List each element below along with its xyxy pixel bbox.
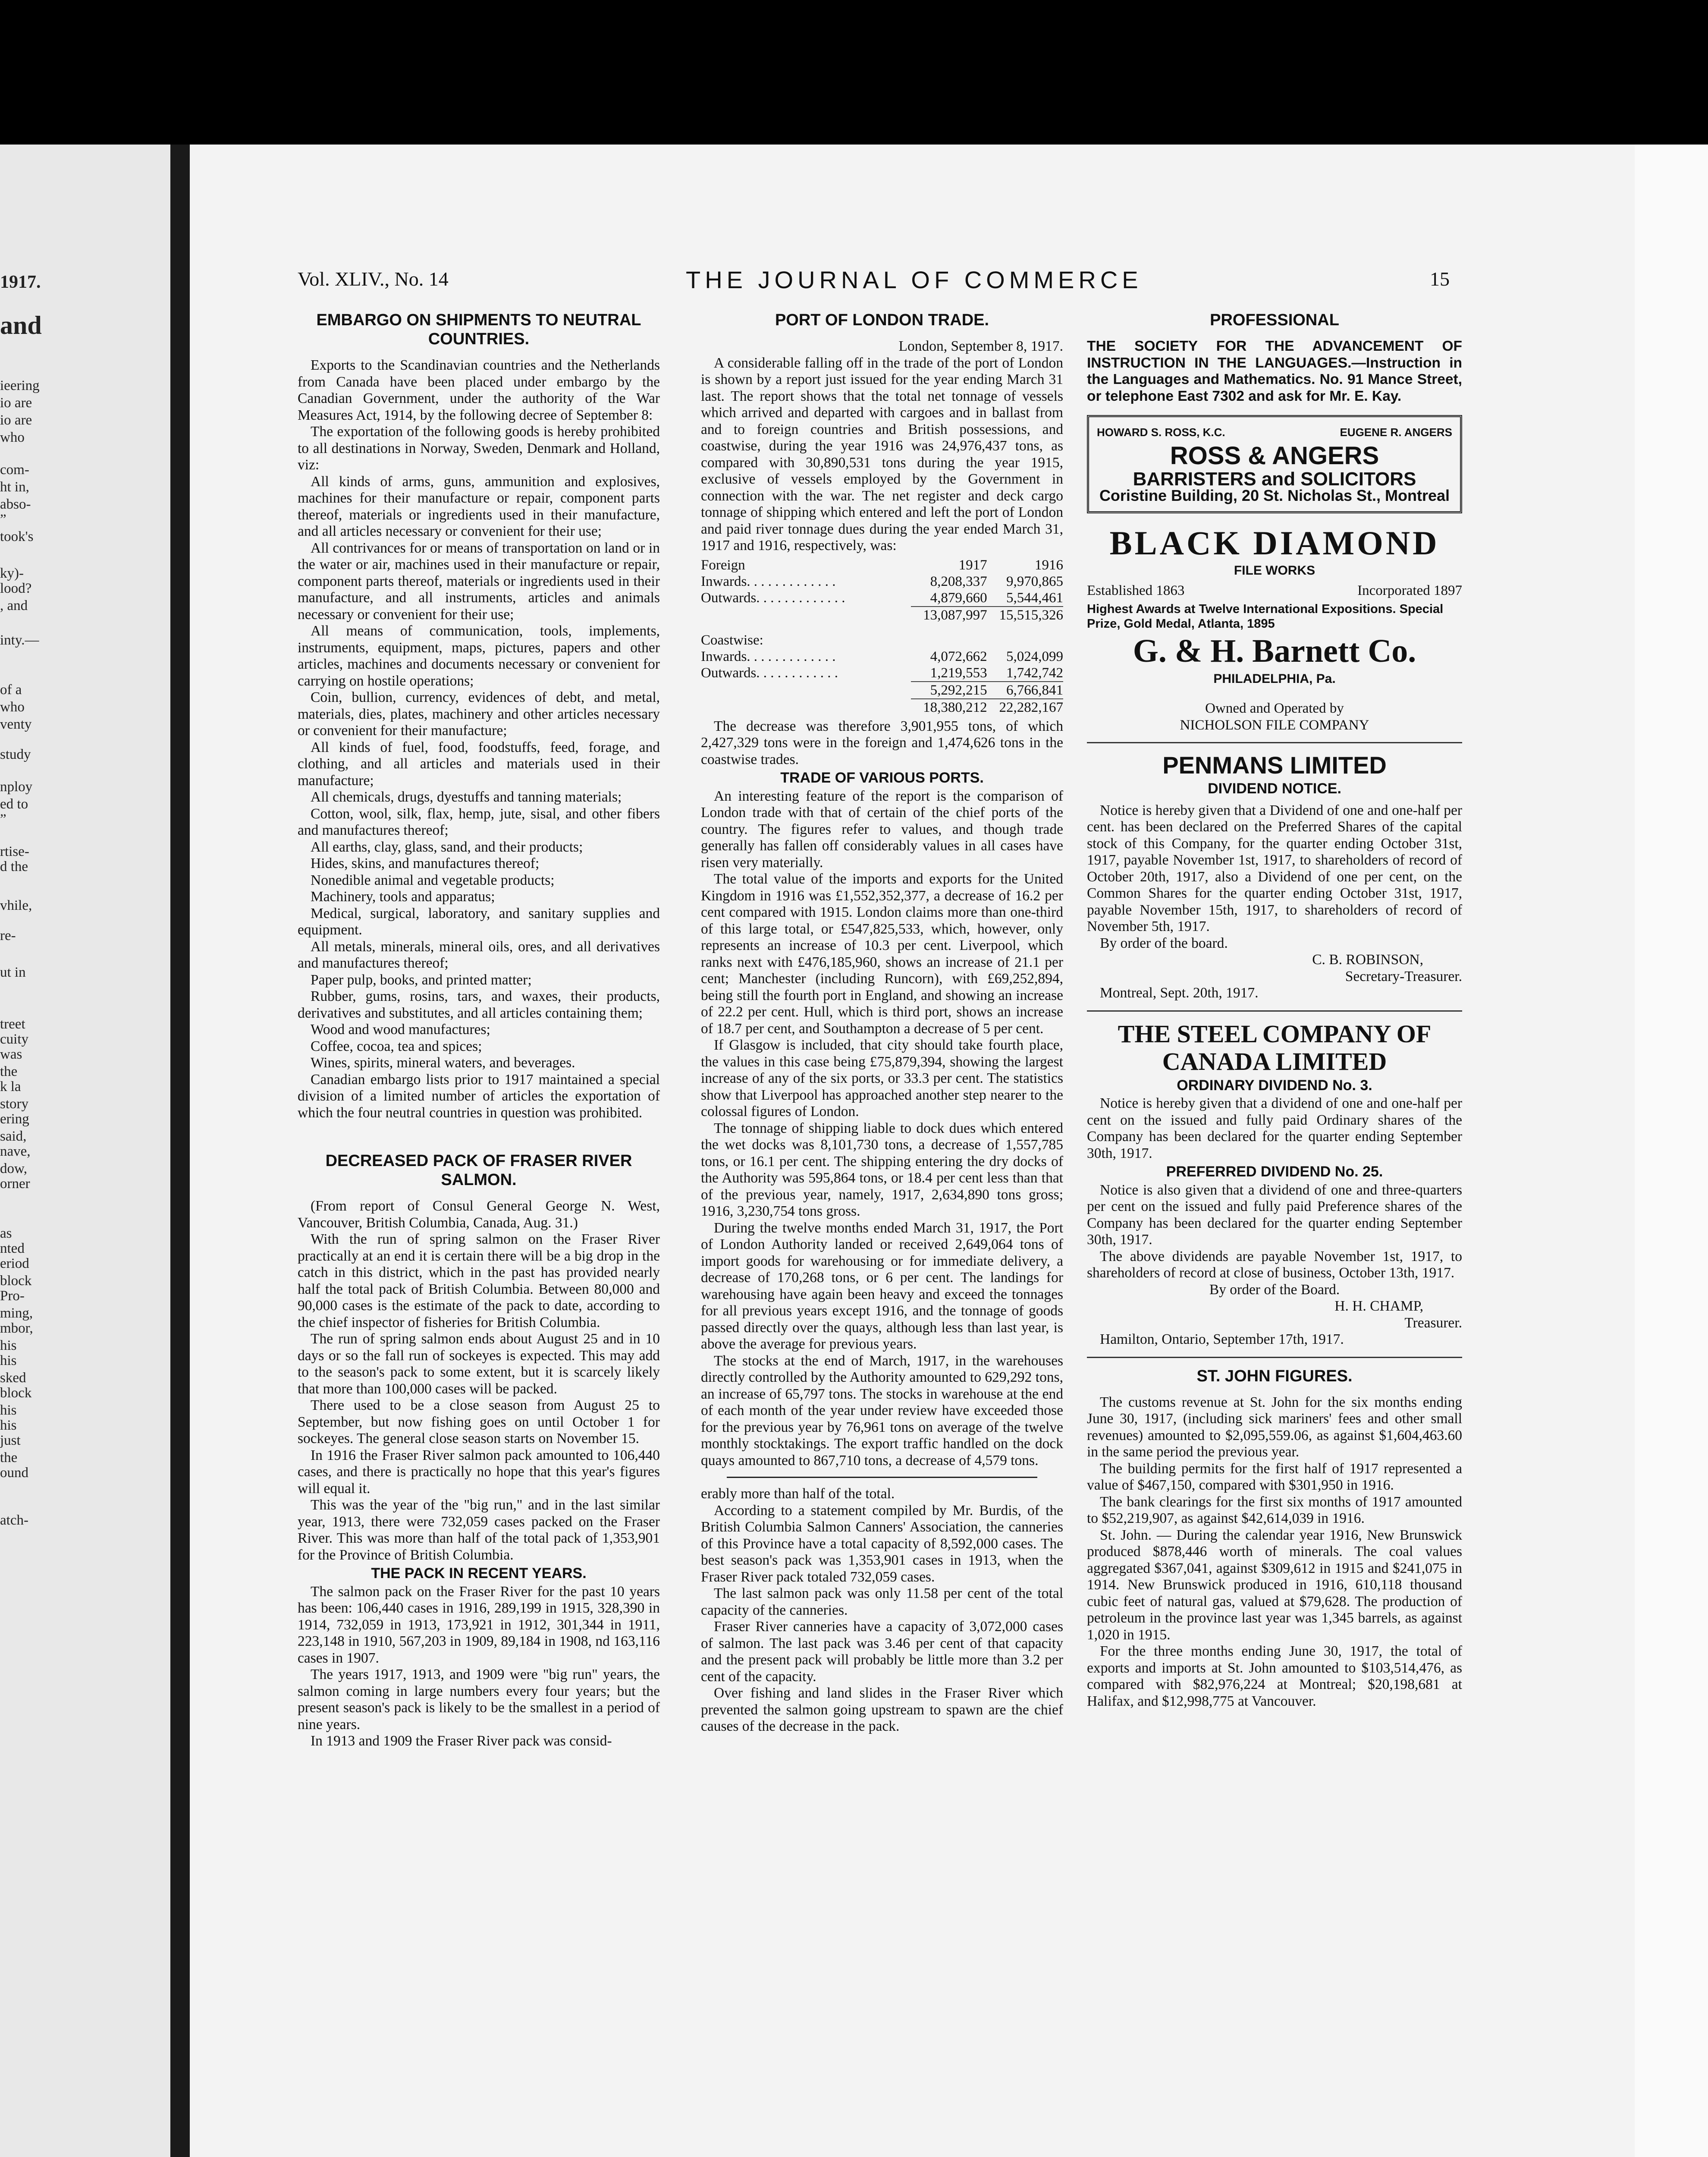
page-fragment: Pro- bbox=[0, 1288, 25, 1304]
paragraph: The last salmon pack was only 11.58 per cent of the total capacity of the canneries. bbox=[701, 1585, 1063, 1618]
page-fragment: ound bbox=[0, 1465, 28, 1481]
page-fragment: of a bbox=[0, 682, 22, 698]
page-fragment: sked bbox=[0, 1370, 26, 1386]
paragraph: All kinds of fuel, food, foodstuffs, feed, forage, and clothing, and all articles and materials used in their manufacture; bbox=[298, 739, 660, 789]
page-fragment: re- bbox=[0, 928, 16, 943]
owner-name: NICHOLSON FILE COMPANY bbox=[1180, 717, 1369, 733]
paragraph: An interesting feature of the report is the comparison of London trade with that of certain of the chief ports of the country. The figures refer to values, and though trade generally has fallen off considerably values in all cases have risen very materially. bbox=[701, 788, 1063, 871]
page-fragment: mbor, bbox=[0, 1321, 33, 1336]
table-grand-total-row: 18,380,212 22,282,167 bbox=[701, 699, 1063, 716]
page-fragment: nploy bbox=[0, 779, 33, 795]
tonnage-table bbox=[701, 557, 1063, 716]
page-fragment: dow, bbox=[0, 1161, 27, 1176]
steel-ordinary-notice: Notice is hereby given that a dividend of one and one-half per cent on the issued and fully paid Ordinary shares of the Company has been declared for the quarter ending September 30th, 1917. bbox=[1087, 1095, 1462, 1161]
page-fragment: said, bbox=[0, 1129, 27, 1144]
incorporated: Incorporated 1897 bbox=[1357, 583, 1462, 598]
page-fragment: was bbox=[0, 1047, 22, 1062]
column-3 bbox=[1087, 311, 1462, 1710]
embargo-heading: EMBARGO ON SHIPMENTS TO NEUTRAL COUNTRIES. bbox=[316, 311, 641, 348]
page-fragment: ering bbox=[0, 1111, 29, 1127]
firm-address: Coristine Building, 20 St. Nicholas St., Montreal bbox=[1099, 487, 1450, 504]
paragraph: Coin, bullion, currency, evidences of debt, and metal, materials, dies, plates, machinery and other articles necessary or convenient for their manufacture; bbox=[298, 689, 660, 739]
st-john-heading: ST. JOHN FIGURES. bbox=[1196, 1367, 1353, 1385]
table-row: Inwards. . . . . . . . . . . . . 4,072,662 5,024,099 bbox=[701, 648, 1063, 664]
penmans-order: By order of the board. bbox=[1100, 935, 1228, 951]
embargo-article bbox=[298, 357, 660, 1121]
page-fragment: who bbox=[0, 699, 25, 715]
penmans-place-date: Montreal, Sept. 20th, 1917. bbox=[1100, 985, 1259, 1001]
steel-signer-title: Treasurer. bbox=[1404, 1314, 1462, 1331]
paragraph: The tonnage of shipping liable to dock dues which entered the wet docks was 8,101,730 tons, a decrease of 1,557,785 tons, or 16.1 per cent. The shipping entering the dry docks of the Authority was 595,864 tons, or 18.4 per cent less than that of the previous year, namely, 1917, 2,634,890 tons gross; 1916, 3,230,754 tons gross. bbox=[701, 1120, 1063, 1219]
paragraph: erably more than half of the total. bbox=[701, 1486, 895, 1502]
page-fragment: ht in, bbox=[0, 479, 29, 495]
paragraph: Coffee, cocoa, tea and spices; bbox=[311, 1038, 482, 1054]
paragraph: There used to be a close season from August 25 to September, but now fishing goes on until October 1 for sockeyes. The general close season starts on November 15. bbox=[298, 1397, 660, 1446]
paragraph: Over fishing and land slides in the Fraser River which prevented the salmon going upstream to spawn are the chief causes of the decrease in the pack. bbox=[701, 1685, 1063, 1734]
paragraph: The stocks at the end of March, 1917, in the warehouses directly controlled by the Authority amounted to 629,292 tons, an increase of 65,797 tons. The stocks in warehouse at the end of each month of the year under review have exceeded those for the previous year by 76,961 tons on average of the twelve monthly stocktakings. The export traffic handled on the dock quays amounted to 867,710 tons, a decrease of 4,579 tons. bbox=[701, 1352, 1063, 1468]
paragraph: With the run of spring salmon on the Fraser River practically at an end it is certain there will be a big drop in the catch in this district, which in the past has provided nearly half the total pack of British Columbia. Between 80,000 and 90,000 cases is the estimate of the pack to date, according to the chief inspector of fisheries for British Columbia. bbox=[298, 1231, 660, 1330]
volume-number: Vol. XLIV., No. 14 bbox=[298, 268, 449, 290]
ports-subheading: TRADE OF VARIOUS PORTS. bbox=[780, 770, 984, 786]
page-fragment: venty bbox=[0, 717, 32, 732]
paragraph: All means of communication, tools, implements, instruments, equipment, maps, pictures, papers and other articles, machines and documents necessary or convenient for carrying on hostile operations; bbox=[298, 623, 660, 689]
company-city: PHILADELPHIA, Pa. bbox=[1213, 671, 1336, 686]
paragraph: Wood and wood manufactures; bbox=[311, 1022, 490, 1038]
page-fragment: ky)- bbox=[0, 566, 24, 581]
paragraph: The bank clearings for the first six months of 1917 amounted to $52,219,907, as against $42,614,039 in 1916. bbox=[1087, 1494, 1462, 1526]
page-fragment: d the bbox=[0, 859, 28, 874]
page-fragment: , and bbox=[0, 598, 28, 613]
table-col-header: 1917 bbox=[958, 557, 987, 573]
page-fragment: his bbox=[0, 1338, 17, 1353]
steel-title: THE STEEL COMPANY OF CANADA LIMITED bbox=[1118, 1019, 1432, 1075]
page-fragment: io are bbox=[0, 395, 32, 411]
page-fragment: io are bbox=[0, 412, 32, 428]
page-fragment: ” bbox=[0, 512, 6, 527]
page-margin bbox=[1635, 145, 1708, 2157]
page-fragment: treet bbox=[0, 1016, 25, 1032]
penmans-notice: Notice is hereby given that a Dividend of one and one-half per cent. has been declared on the Preferred Shares of the capital stock of this Company, for the quarter ending October 31st, 1917, payable November 1st, 1917, to shareholders of record of October 20th, 1917, also a Dividend of one per cent, on the Common Shares for the quarter ending October 31st, 1917, payable November 15th, 1917, to shareholders of record of November 5th, 1917. bbox=[1087, 802, 1462, 934]
page-fragment: story bbox=[0, 1096, 28, 1112]
page-fragment: as bbox=[0, 1226, 12, 1241]
paragraph: The run of spring salmon ends about August 25 and in 10 days or so the fall run of sockeyes is expected. This may add to the season's pack to some extent, but it is scarcely likely that more than 100,000 cases will be packed. bbox=[298, 1331, 660, 1397]
page-fragment: nave, bbox=[0, 1144, 31, 1159]
page-gutter bbox=[170, 145, 190, 2157]
paragraph: The exportation of the following goods is hereby prohibited to all destinations in Norway, Sweden, Denmark and Holland, viz: bbox=[298, 424, 660, 473]
page-fragment: ieering bbox=[0, 378, 40, 393]
paragraph: Nonedible animal and vegetable products; bbox=[311, 872, 555, 888]
partner-name: EUGENE R. ANGERS bbox=[1340, 426, 1452, 439]
paragraph: All kinds of arms, guns, ammunition and explosives, machines for their manufacture or repair, component parts thereof, materials or ingredients used in their manufacture, and all articles necessary or convenient for their use; bbox=[298, 473, 660, 539]
london-intro: A considerable falling off in the trade of the port of London is shown by a report just issued for the year ending March 31 last. The report shows that the total net tonnage of vessels which arrived and departed with cargoes and in ballast from and to foreign countries and British possessions, and coastwise, during the year 1916 was 24,976,437 tons, as compared with 30,890,531 tons during the year 1915, exclusive of vessels employed by the Government in connection with the war. The net register and deck cargo tonnage of shipping which entered and left the port of London and paid river tonnage dues during the year ended March 31, 1917 and 1916, respectively, was: bbox=[701, 355, 1063, 553]
page-fragment: rtise- bbox=[0, 844, 29, 859]
paragraph: During the twelve months ended March 31, 1917, the Port of London Authority landed or received 2,649,064 tons of import goods for warehousing or for immediate delivery, a decrease of 170,268 tons, or 6 per cent. The landings for warehousing have again been heavy and exceed the tonnages for all previous years except 1916, and the tonnage of goods passed directly over the quays, although less than last year, is above the average for previous years. bbox=[701, 1220, 1063, 1352]
page-fragment: orner bbox=[0, 1176, 30, 1192]
paragraph: The years 1917, 1913, and 1909 were "big run" years, the salmon coming in large numbers every four years; but the present season's pack is likely to be the smallest in a period of nine years. bbox=[298, 1666, 660, 1733]
paragraph: Fraser River canneries have a capacity of 3,072,000 cases of salmon. The last pack was 3.46 per cent of that capacity and the present pack will probably be little more than 3.2 per cent of the capacity. bbox=[701, 1619, 1063, 1685]
partner-name: HOWARD S. ROSS, K.C. bbox=[1097, 426, 1225, 439]
society-notice: THE SOCIETY FOR THE ADVANCEMENT OF INSTRUCTION IN THE LANGUAGES.—Instruction in the Languages and Mathematics. No. 91 Mance Street, or telephone East 7302 and ask for Mr. E. Kay. bbox=[1087, 338, 1462, 404]
paragraph: For the three months ending June 30, 1917, the total of exports and imports at St. John amounted to $103,514,476, as compared with $82,976,224 at Montreal; $20,198,681 at Halifax, and $12,998,775 at Vancouver. bbox=[1087, 1643, 1462, 1709]
paragraph: The salmon pack on the Fraser River for the past 10 years has been: 106,440 cases in 1916, 289,199 in 1915, 328,390 in 1914, 732,059 in 1913, 173,921 in 1912, 301,344 in 1911, 223,148 in 1910, 567,203 in 1909, 89,184 in 1908, nd 163,116 cases in 1907. bbox=[298, 1583, 660, 1666]
page-fragment: his bbox=[0, 1402, 17, 1418]
steel-preferred-heading: PREFERRED DIVIDEND No. 25. bbox=[1166, 1163, 1383, 1180]
paragraph: All contrivances for or means of transportation on land or in the water or air, machines used in their manufacture or repair, component parts thereof, materials or ingredients used in their manufacture, and all instruments, articles and animals necessary or convenient for their use; bbox=[298, 540, 660, 623]
page-fragment: study bbox=[0, 747, 31, 762]
paragraph: Canadian embargo lists prior to 1917 maintained a special division of a limited number of articles the exportation of which the four neutral countries in question was prohibited. bbox=[298, 1071, 660, 1121]
steel-preferred-notice: Notice is also given that a dividend of one and three-quarters per cent on the issued and fully paid Preference shares of the Company has been declared for the quarter ending September 30th, 1917. bbox=[1087, 1182, 1462, 1248]
page-fragment: eriod bbox=[0, 1256, 29, 1271]
paragraph: Exports to the Scandinavian countries and the Netherlands from Canada have been placed under embargo by the Canadian Government, under the authority of the War Measures Act, 1914, by the following decree of September 8: bbox=[298, 357, 660, 423]
paragraph: If Glasgow is included, that city should take fourth place, the values in this case being £75,879,394, showing the largest increase of any of the six ports, or 33.3 per cent. The statistics show that Liverpool has approached another step nearer to the colossal figures of London. bbox=[701, 1037, 1063, 1119]
salmon-article bbox=[298, 1198, 660, 1563]
column-1 bbox=[298, 311, 660, 1750]
page-fragment: just bbox=[0, 1433, 21, 1448]
column-2 bbox=[701, 311, 1063, 1735]
masthead-title: THE JOURNAL OF COMMERCE bbox=[686, 266, 1143, 293]
firm-role: BARRISTERS and SOLICITORS bbox=[1133, 468, 1416, 490]
page-fragment: cuity bbox=[0, 1031, 28, 1047]
page-fragment: and bbox=[0, 311, 42, 340]
table-col-header: 1916 bbox=[1035, 557, 1063, 573]
ross-angers-card bbox=[1087, 415, 1462, 513]
ad-title: BLACK DIAMOND bbox=[1109, 524, 1440, 562]
paragraph: This was the year of the "big run," and in the last similar year, 1913, there were 732,059 cases packed on the Fraser River. This was more than half of the total pack of 1,353,901 for the Province of British Columbia. bbox=[298, 1497, 660, 1563]
paragraph: Machinery, tools and apparatus; bbox=[311, 889, 495, 905]
page-fragment: ” bbox=[0, 811, 6, 827]
paragraph: All chemicals, drugs, dyestuffs and tanning materials; bbox=[311, 789, 622, 805]
paragraph: Medical, surgical, laboratory, and sanitary supplies and equipment. bbox=[298, 905, 660, 938]
paragraph: All metals, minerals, mineral oils, ores, and all derivatives and manufactures thereof; bbox=[298, 938, 660, 971]
professional-heading: PROFESSIONAL bbox=[1210, 311, 1339, 329]
steel-ordinary-heading: ORDINARY DIVIDEND No. 3. bbox=[1177, 1077, 1372, 1094]
page-fragment: the bbox=[0, 1450, 18, 1465]
page-fragment: who bbox=[0, 430, 25, 445]
table-label: Foreign bbox=[701, 557, 745, 573]
paragraph: The building permits for the first half of 1917 represented a value of $467,150, compared with $301,950 in 1916. bbox=[1087, 1460, 1462, 1493]
page-number: 15 bbox=[1430, 268, 1450, 290]
page-fragment: abso- bbox=[0, 497, 31, 512]
paragraph: The customs revenue at St. John for the six months ending June 30, 1917, (including sick mariners' fees and other small revenues) amounted to $2,095,559.06, as against $1,604,463.60 in the same period the previous year. bbox=[1087, 1394, 1462, 1460]
st-john-article bbox=[1087, 1394, 1462, 1710]
salmon-subheading: THE PACK IN RECENT YEARS. bbox=[371, 1565, 587, 1582]
page-fragment: k la bbox=[0, 1079, 21, 1094]
steel-place-date: Hamilton, Ontario, September 17th, 1917. bbox=[1100, 1331, 1344, 1347]
penmans-signer: C. B. ROBINSON, bbox=[1312, 952, 1423, 968]
paragraph: St. John. — During the calendar year 1916, New Brunswick produced $878,446 worth of minerals. The coal values aggregated $367,041, against $309,612 in 1915 and $241,075 in 1914. New Brunswick produced in 1916, 610,118 thousand cubic feet of natural gas, valued at $79,628. The production of petroleum in the province last year was 1,345 barrels, as against 1,020 in 1915. bbox=[1087, 1527, 1462, 1643]
paragraph: (From report of Consul General George N. West, Vancouver, British Columbia, Canada, Aug. 31.) bbox=[298, 1198, 660, 1231]
salmon-article-continued bbox=[298, 1584, 660, 1750]
salmon-heading: DECREASED PACK OF FRASER RIVER SALMON. bbox=[325, 1152, 632, 1189]
adjacent-page-edge bbox=[0, 145, 170, 2157]
penmans-title: PENMANS LIMITED bbox=[1162, 751, 1387, 779]
black-diamond-ad bbox=[1087, 524, 1462, 734]
penmans-signer-title: Secretary-Treasurer. bbox=[1345, 968, 1462, 984]
paragraph: In 1916 the Fraser River salmon pack amounted to 106,440 cases, and there is practically no hope that this year's figures will equal it. bbox=[298, 1447, 660, 1497]
paragraph: Cotton, wool, silk, flax, hemp, jute, sisal, and other fibers and manufactures thereof; bbox=[298, 805, 660, 838]
awards: Highest Awards at Twelve International Expositions. Special Prize, Gold Medal, Atlanta, 1895 bbox=[1087, 602, 1444, 631]
page-fragment: lood? bbox=[0, 581, 32, 596]
ad-subtitle: FILE WORKS bbox=[1234, 563, 1316, 578]
page-fragment: nted bbox=[0, 1241, 25, 1256]
page-fragment: block bbox=[0, 1273, 32, 1289]
page-fragment: his bbox=[0, 1353, 17, 1368]
company-name: G. & H. Barnett Co. bbox=[1133, 632, 1416, 669]
penmans-subtitle: DIVIDEND NOTICE. bbox=[1208, 780, 1341, 797]
paragraph: All earths, clay, glass, sand, and their products; bbox=[311, 839, 583, 855]
page-fragment: atch- bbox=[0, 1512, 28, 1528]
table-total-row: 5,292,215 6,766,841 bbox=[701, 682, 1063, 699]
owned-label: Owned and Operated by bbox=[1205, 701, 1344, 716]
established: Established 1863 bbox=[1087, 583, 1185, 598]
page-fragment: ut in bbox=[0, 965, 26, 980]
paragraph: In 1913 and 1909 the Fraser River pack was consid- bbox=[311, 1733, 612, 1749]
page-fragment: inty.— bbox=[0, 632, 39, 648]
steel-order: By order of the Board. bbox=[1209, 1281, 1340, 1298]
page-fragment: 1917. bbox=[0, 272, 41, 292]
running-header bbox=[190, 267, 1635, 298]
paragraph: The total value of the imports and exports for the United Kingdom in 1916 was £1,552,352,377, a decrease of 16.2 per cent compared with 1915. London claims more than one-third of this large total, or £547,825,533, which, however, only represents an increase of 10.3 per cent. Liverpool, which ranks next with £476,185,960, shows an increase of 21.1 per cent; Manchester (including Runcorn), with £69,252,894, being still the fourth port in England, and showing an increase of 22.2 per cent. Hull, which is third port, shows an increase of 18.7 per cent, and Southampton a decrease of 5 per cent. bbox=[701, 871, 1063, 1037]
london-dateline: London, September 8, 1917. bbox=[898, 338, 1063, 354]
steel-signer: H. H. CHAMP, bbox=[1334, 1298, 1423, 1314]
page-fragment: ming, bbox=[0, 1305, 33, 1321]
page-fragment: com- bbox=[0, 462, 29, 478]
paragraph: Rubber, gums, rosins, tars, and waxes, their products, derivatives and substitutes, and all articles containing them; bbox=[298, 988, 660, 1021]
newspaper-page bbox=[190, 145, 1635, 2157]
page-fragment: block bbox=[0, 1385, 32, 1401]
salmon-continuation bbox=[701, 1486, 1063, 1735]
page-fragment: took's bbox=[0, 529, 34, 544]
table-row: Outwards. . . . . . . . . . . . 1,219,553 1,742,742 bbox=[701, 665, 1063, 681]
london-heading: PORT OF LONDON TRADE. bbox=[775, 311, 989, 329]
page-fragment: the bbox=[0, 1064, 18, 1079]
table-row: Outwards. . . . . . . . . . . . . 4,879,660 5,544,461 bbox=[701, 590, 1063, 606]
paragraph: Paper pulp, books, and printed matter; bbox=[311, 972, 532, 988]
page-fragment: vhile, bbox=[0, 898, 32, 913]
table-label: Coastwise: bbox=[701, 632, 763, 648]
table-row: Inwards. . . . . . . . . . . . . 8,208,337 9,970,865 bbox=[701, 573, 1063, 589]
page-fragment: his bbox=[0, 1418, 17, 1433]
page-fragment: ed to bbox=[0, 796, 28, 812]
paragraph: Hides, skins, and manufactures thereof; bbox=[311, 855, 540, 871]
paragraph: According to a statement compiled by Mr. Burdis, of the British Columbia Salmon Canners' Association, the canneries of this Province have a total capacity of 8,592,000 cases. The best season's pack was 1,353,901 cases in 1913, when the Fraser River pack totaled 732,059 cases. bbox=[701, 1502, 1063, 1585]
ports-article bbox=[701, 788, 1063, 1469]
table-total-row: 13,087,997 15,515,326 bbox=[701, 607, 1063, 623]
london-after-table: The decrease was therefore 3,901,955 tons, of which 2,427,329 tons were in the foreign and 1,474,626 tons in the coastwise trades. bbox=[701, 718, 1063, 767]
firm-name: ROSS & ANGERS bbox=[1170, 441, 1379, 470]
paragraph: Wines, spirits, mineral waters, and beverages. bbox=[311, 1055, 575, 1071]
article-divider bbox=[727, 1477, 1037, 1478]
steel-payable: The above dividends are payable November 1st, 1917, to shareholders of record at close of business, October 13th, 1917. bbox=[1087, 1248, 1462, 1281]
